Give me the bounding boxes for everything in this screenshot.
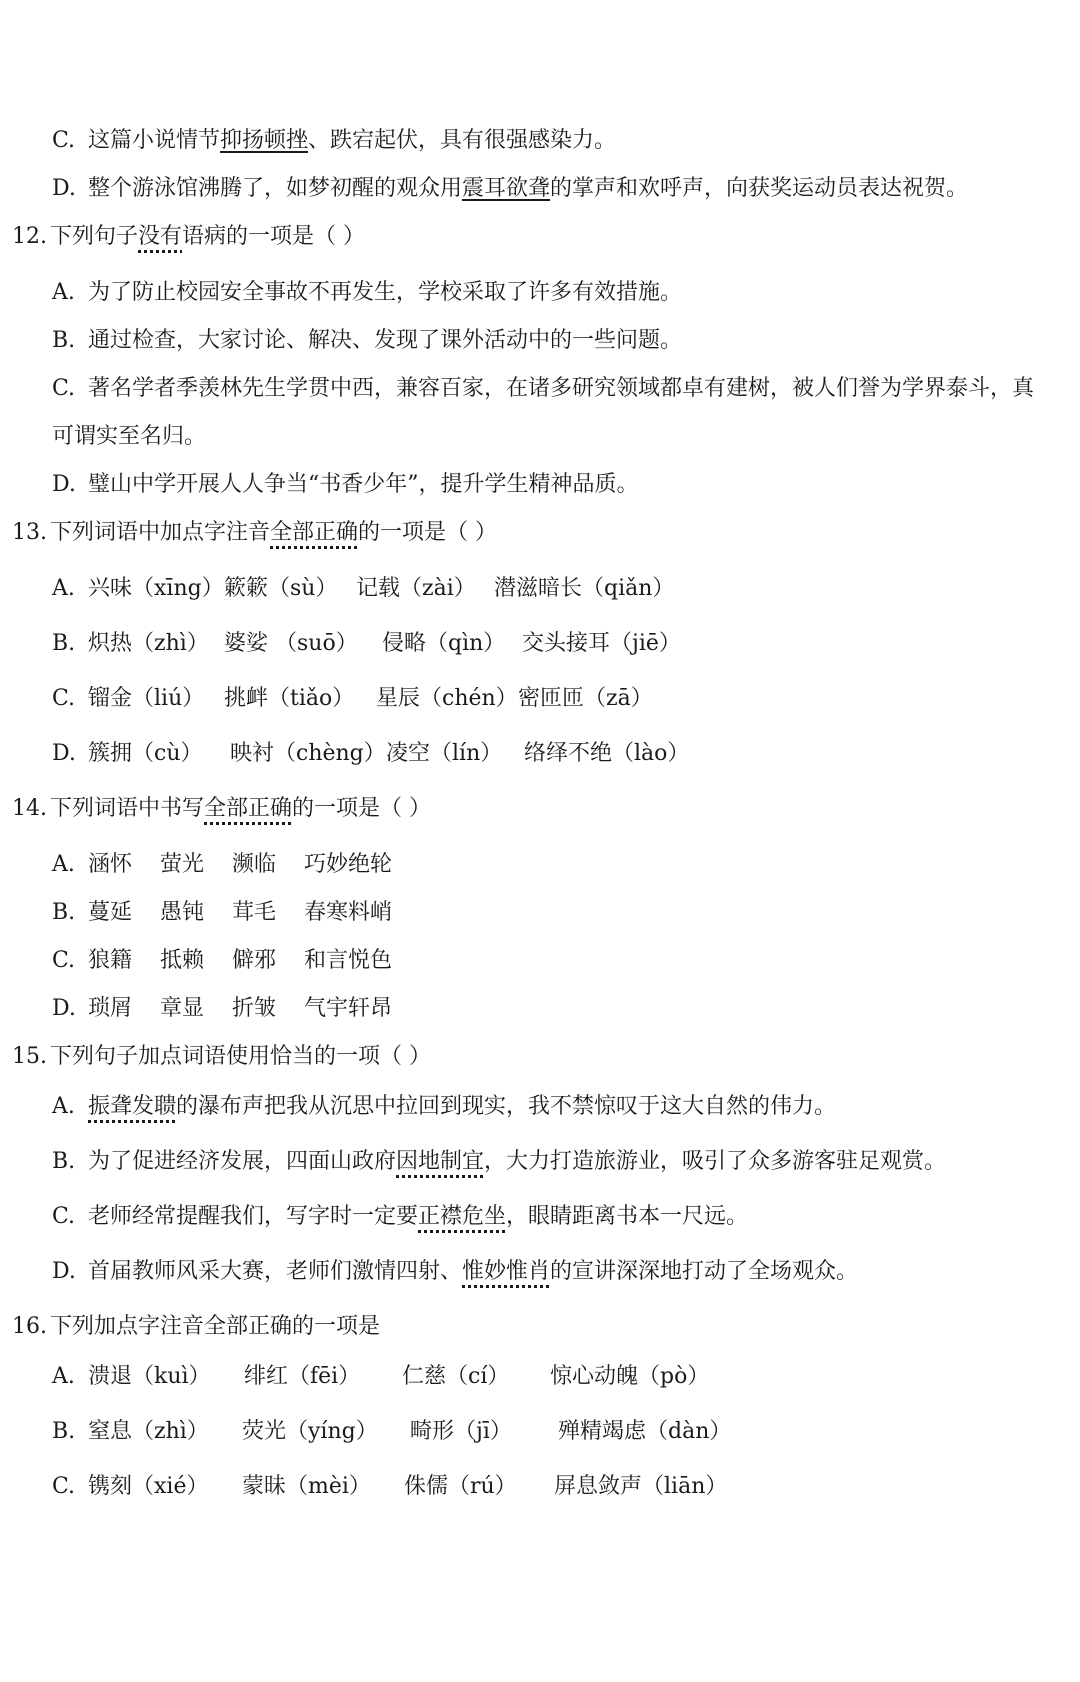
dotted-phrase: 惟妙惟肖 <box>462 1259 551 1284</box>
q15-option-d <box>52 1257 858 1287</box>
option-word: 潜滋暗长（qiǎn） <box>494 576 675 601</box>
option-label: C. <box>52 1204 76 1229</box>
option-label: B. <box>52 1149 76 1174</box>
dotted-phrase: 因地制宜 <box>396 1149 485 1174</box>
q14-option-a <box>52 850 652 880</box>
question-text: 的一项是（ ） <box>358 520 498 545</box>
option-label: D. <box>52 996 76 1021</box>
q15-stem <box>12 1042 431 1072</box>
option-word: 愚钝 <box>160 900 205 925</box>
underlined-phrase: 抑扬顿挫 <box>220 128 309 153</box>
q13-option-a <box>52 574 1052 604</box>
option-word: 萤光 <box>160 852 205 877</box>
option-text: 的宣讲深深地打动了全场观众。 <box>550 1259 859 1284</box>
option-word: 茸毛 <box>232 900 277 925</box>
option-label: B. <box>52 1419 76 1444</box>
option-text: 首届教师风采大赛，老师们激情四射、 <box>88 1259 463 1284</box>
option-word: 侏儒（rú） <box>404 1474 517 1499</box>
option-word: 巧妙绝轮 <box>304 852 393 877</box>
q11-option-c <box>52 126 616 156</box>
option-word: 镌刻（xié） <box>88 1474 209 1499</box>
option-text: 通过检查，大家讨论、解决、发现了课外活动中的一些问题。 <box>88 328 683 353</box>
option-word: 蔓延 <box>88 900 133 925</box>
q14-stem <box>12 794 431 824</box>
option-text: 为了防止校园安全事故不再发生，学校采取了许多有效措施。 <box>88 280 683 305</box>
option-label: A. <box>52 576 75 601</box>
option-label: C. <box>52 686 76 711</box>
emphasized-text: 全部正确 <box>270 520 359 545</box>
question-number: 14. <box>12 796 47 821</box>
option-label: D. <box>52 741 76 766</box>
question-text: 语病的一项是（ ） <box>182 224 366 249</box>
q13-option-d <box>52 739 1052 769</box>
underlined-phrase: 震耳欲聋 <box>462 176 551 201</box>
option-text: 璧山中学开展人人争当“书香少年”，提升学生精神品质。 <box>88 472 639 497</box>
question-text: 下列词语中书写 <box>50 796 205 821</box>
option-word: 殚精竭虑（dàn） <box>558 1419 732 1444</box>
option-label: A. <box>52 852 75 877</box>
question-number: 12. <box>12 224 47 249</box>
question-text: 下列句子 <box>50 224 139 249</box>
option-label: A. <box>52 1364 75 1389</box>
option-text: ，大力打造旅游业，吸引了众多游客驻足观赏。 <box>484 1149 947 1174</box>
q12-option-d <box>52 470 639 500</box>
option-label: C. <box>52 1474 76 1499</box>
option-word: 和言悦色 <box>304 948 393 973</box>
option-word: 畸形（jī） <box>410 1419 512 1444</box>
option-word: 惊心动魄（pò） <box>550 1364 710 1389</box>
option-text: 的瀑布声把我从沉思中拉回到现实，我不禁惊叹于这大自然的伟力。 <box>176 1094 837 1119</box>
q14-option-d <box>52 994 652 1024</box>
option-text: 整个游泳馆沸腾了，如梦初醒的观众用 <box>88 176 463 201</box>
option-label: B. <box>52 328 76 353</box>
q12-option-a <box>52 278 682 308</box>
option-label: D. <box>52 472 76 497</box>
option-word: 络绎不绝（lào） <box>524 741 690 766</box>
option-word: 镏金（liú） <box>88 686 205 711</box>
option-word: 密匝匝（zā） <box>518 686 653 711</box>
emphasized-text: 没有 <box>138 224 183 249</box>
option-word: 映衬（chèng） <box>230 741 386 766</box>
q12-option-b <box>52 326 682 356</box>
option-word: 折皱 <box>232 996 277 1021</box>
q12-stem <box>12 222 365 252</box>
option-word: 涵怀 <box>88 852 133 877</box>
option-label: B. <box>52 900 76 925</box>
q16-option-c <box>52 1472 1052 1502</box>
q16-option-b <box>52 1417 1052 1447</box>
option-word: 婆娑 （suō） <box>224 631 358 656</box>
option-word: 荧光（yíng） <box>242 1419 378 1444</box>
question-text: 下列句子加点词语使用恰当的一项（ ） <box>50 1044 431 1069</box>
q13-stem <box>12 518 497 548</box>
option-word: 簇拥（cù） <box>88 741 203 766</box>
q14-option-c <box>52 946 652 976</box>
q16-option-a <box>52 1362 1052 1392</box>
option-text: 这篇小说情节 <box>88 128 221 153</box>
q13-option-b <box>52 629 1052 659</box>
question-text: 的一项是（ ） <box>292 796 432 821</box>
option-label: C. <box>52 376 76 401</box>
option-word: 溃退（kuì） <box>88 1364 211 1389</box>
option-text: 老师经常提醒我们，写字时一定要 <box>88 1204 419 1229</box>
option-label: B. <box>52 631 76 656</box>
q15-option-c <box>52 1202 748 1232</box>
question-number: 15. <box>12 1044 47 1069</box>
option-text: ，眼睛距离书本一尺远。 <box>506 1204 749 1229</box>
option-label: D. <box>52 176 76 201</box>
q15-option-a <box>52 1092 836 1122</box>
option-word: 蒙昧（mèi） <box>242 1474 371 1499</box>
option-text: 、跌宕起伏，具有很强感染力。 <box>308 128 617 153</box>
option-word: 春寒料峭 <box>304 900 393 925</box>
question-text: 下列加点字注音全部正确的一项是 <box>50 1314 381 1339</box>
option-word: 凌空（lín） <box>386 741 503 766</box>
option-word: 狼籍 <box>88 948 133 973</box>
q16-stem <box>12 1312 380 1342</box>
option-word: 琐屑 <box>88 996 133 1021</box>
option-word: 侵略（qìn） <box>382 631 506 656</box>
option-label: C. <box>52 128 76 153</box>
option-word: 僻邪 <box>232 948 277 973</box>
option-word: 交头接耳（jiē） <box>522 631 681 656</box>
dotted-phrase: 正襟危坐 <box>418 1204 507 1229</box>
option-text: 著名学者季羡林先生学贯中西，兼容百家，在诸多研究领域都卓有建树，被人们誉为学界泰斗，真 <box>88 376 1035 401</box>
option-word: 星辰（chén） <box>376 686 518 711</box>
option-word: 挑衅（tiǎo） <box>224 686 355 711</box>
q14-option-b <box>52 898 652 928</box>
option-word: 炽热（zhì） <box>88 631 209 656</box>
option-word: 仁慈（cí） <box>402 1364 510 1389</box>
question-text: 下列词语中加点字注音 <box>50 520 271 545</box>
option-text: 为了促进经济发展，四面山政府 <box>88 1149 397 1174</box>
option-word: 簌簌（sù） <box>224 576 338 601</box>
q12-option-c-continued <box>52 422 206 452</box>
option-text: 可谓实至名归。 <box>52 424 207 449</box>
q12-option-c <box>52 374 1034 404</box>
dotted-phrase: 振聋发聩 <box>88 1094 177 1119</box>
q13-option-c <box>52 684 1052 714</box>
option-word: 兴味（xīng） <box>88 576 224 601</box>
q15-option-b <box>52 1147 946 1177</box>
option-word: 记载（zài） <box>356 576 476 601</box>
option-word: 章显 <box>160 996 205 1021</box>
option-label: D. <box>52 1259 76 1284</box>
option-label: A. <box>52 1094 75 1119</box>
option-label: A. <box>52 280 75 305</box>
option-word: 绯红（fēi） <box>244 1364 361 1389</box>
question-number: 13. <box>12 520 47 545</box>
option-text: 的掌声和欢呼声，向获奖运动员表达祝贺。 <box>550 176 969 201</box>
question-number: 16. <box>12 1314 47 1339</box>
option-word: 抵赖 <box>160 948 205 973</box>
emphasized-text: 全部正确 <box>204 796 293 821</box>
q11-option-d <box>52 174 968 204</box>
option-word: 屏息敛声（liān） <box>554 1474 728 1499</box>
option-label: C. <box>52 948 76 973</box>
option-word: 濒临 <box>232 852 277 877</box>
option-word: 窒息（zhì） <box>88 1419 209 1444</box>
option-word: 气宇轩昂 <box>304 996 393 1021</box>
